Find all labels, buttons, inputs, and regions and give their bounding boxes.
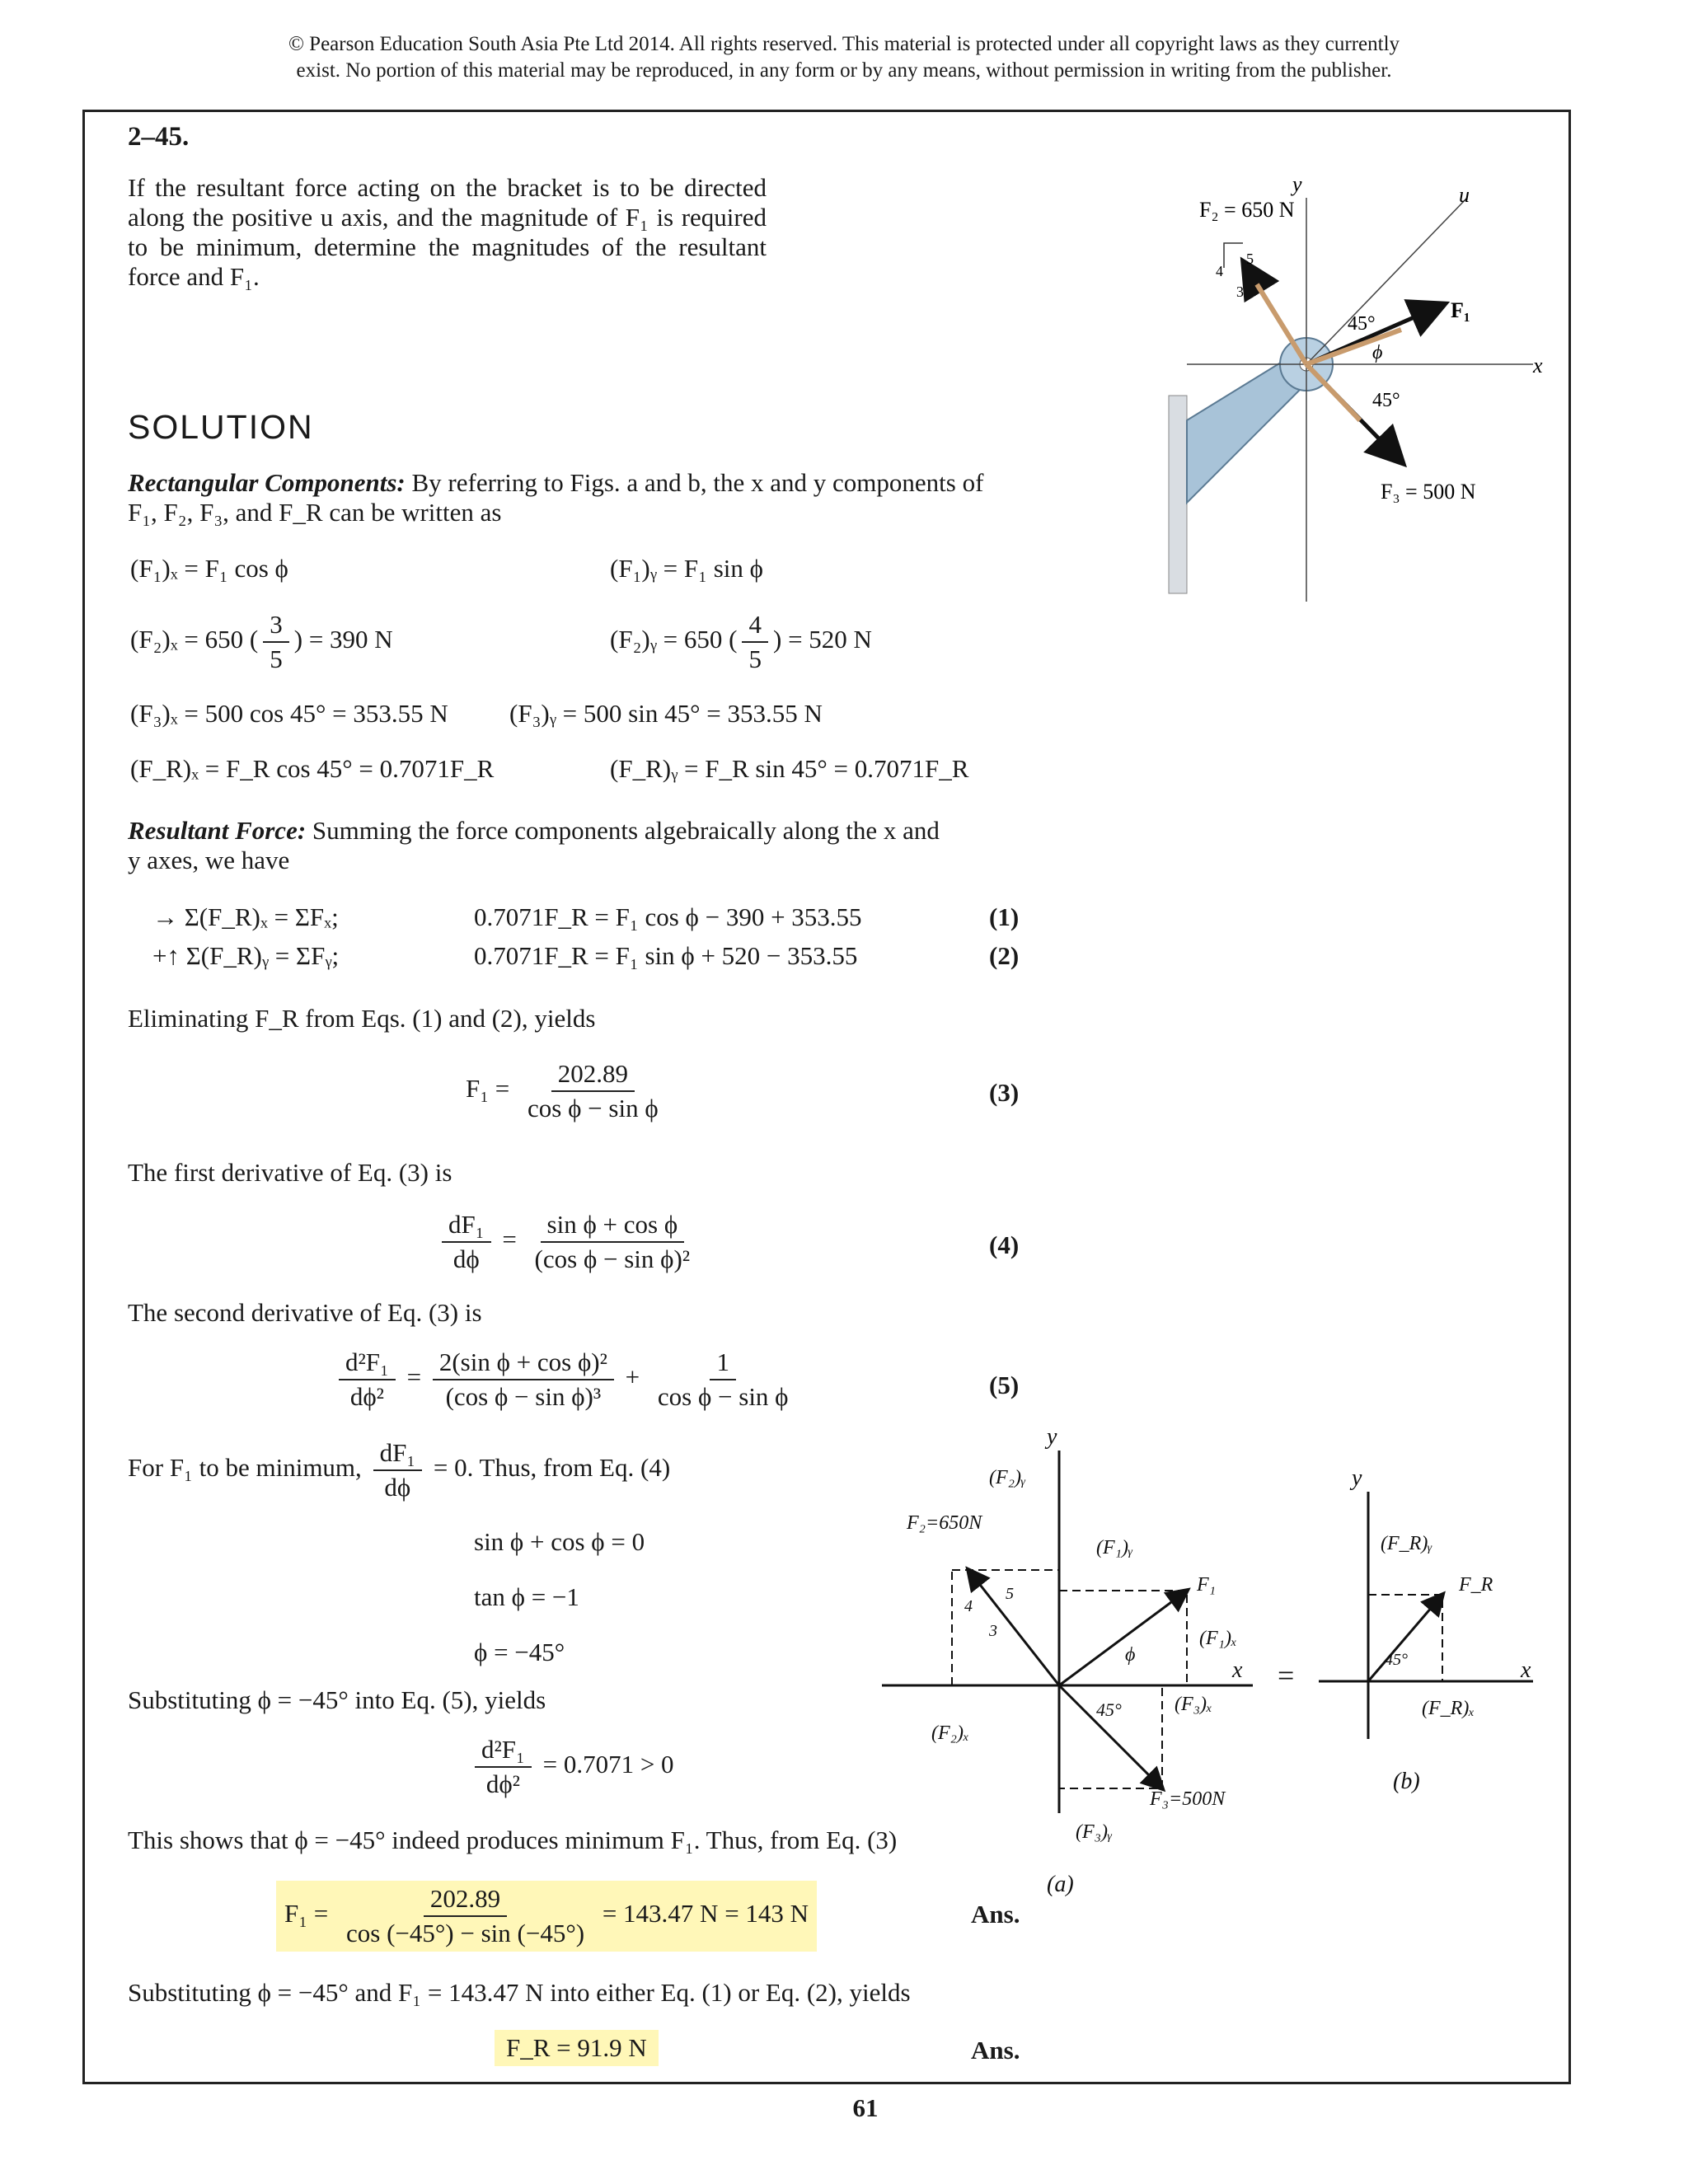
resultant-text-1: Summing the force components algebraically along the x and [306,816,940,845]
rect-components-paragraph [128,468,1026,527]
eq-f2x-lhs: (F₂)ₓ = 650 [130,625,244,654]
copyright-notice [0,31,1688,84]
eq-tag-4: (4) [989,1230,1020,1259]
sketch-tri-5: 5 [1006,1585,1014,1603]
second-derivative-text: The second derivative of Eq. (3) is [128,1298,482,1327]
final-fr: F_R = 91.9 N [495,2030,659,2066]
sketch-f3y-label: (F₃)ᵧ [1076,1821,1113,1843]
tri-3: 3 [1236,284,1244,300]
final-rhs: = 143.47 N = 143 N [602,1899,809,1929]
eq4: $\frac{\text{dF₁}}{d\phi}$ = $\frac{\text{sin ϕ + cos ϕ}}{\text{(cos ϕ − sin ϕ)²}}$ [437,1210,701,1274]
step-1: sin ϕ + cos ϕ = 0 [474,1527,645,1556]
sum-y-label: +↑ Σ(F_R)ᵧ = ΣFᵧ; [152,941,340,970]
eq-tag-5: (5) [989,1371,1020,1399]
sketch-f3x-label: (F₃)ₓ [1175,1694,1212,1715]
resultant-text-2: y axes, we have [128,846,290,874]
eq-f3x: (F₃)ₓ = 500 cos 45° = 353.55 N [130,699,448,728]
sum-x-label: → Σ(F_R)ₓ = ΣFₓ; [152,902,339,931]
sketch-b-y-label: y [1352,1465,1362,1491]
resultant-paragraph [128,816,1026,875]
x-axis-label: x [1533,354,1543,377]
u-axis-line [1306,198,1467,364]
eq4-num: sin ϕ + cos ϕ [541,1210,685,1243]
step-3: ϕ = −45° [474,1638,565,1666]
sketch-f2-label: F₂=650N [907,1512,982,1534]
sketch-f1x-label: (F₁)ₓ [1199,1628,1237,1649]
sketch-f2y-label: (F₂)ᵧ [989,1467,1026,1488]
eq3 [466,1059,670,1123]
eq-fry: (F_R)ᵧ = F_R sin 45° = 0.7071F_R [610,754,969,783]
eq3-lhs: F₁ = [466,1074,510,1104]
first-derivative-text: The first derivative of Eq. (3) is [128,1158,452,1187]
sketch-a-x-label: x [1232,1657,1243,1683]
eq5-term1-den: (cos ϕ − sin ϕ)³ [445,1382,602,1411]
substitution-text: Substituting ϕ = −45° into Eq. (5), yields [128,1685,546,1714]
solution-heading: SOLUTION [128,408,314,446]
sketch-fr-label: F_R [1459,1574,1493,1596]
sketch-f1-label: F₁ [1197,1574,1217,1596]
resultant-title: Resultant Force: [128,816,307,845]
sketch-b-x-label: x [1521,1657,1531,1683]
eq-f2x-num: 3 [263,610,289,643]
eq-f1y: (F₁)ᵧ = F₁ sin ϕ [610,554,763,583]
eq6-num: d²F₁ [475,1735,532,1768]
sketch-frx-label: (F_R)ₓ [1422,1698,1475,1719]
f2-label: F₂ = 650 N [1199,198,1295,222]
sketch-equals: = [1278,1659,1295,1692]
minimum-text-a: For F₁ to be minimum, [128,1453,362,1483]
eq3-num: 202.89 [551,1059,635,1092]
sketch-fry-label: (F_R)ᵧ [1381,1533,1432,1554]
eq-tag-3: (3) [989,1078,1020,1107]
eq-f2y: (F₂)ᵧ = 650 ( $\frac{4}{5}$ ) = 520 N [610,610,872,673]
eq3-den: cos ϕ − sin ϕ [528,1094,659,1122]
sketch-phi-label: ϕ [1125,1644,1136,1666]
page-number: 61 [852,2093,879,2122]
final-lhs: F₁ = [284,1899,329,1929]
problem-statement: If the resultant force acting on the bracket is to be directed along the positive u axis, and the magnitude of F₁ is required to be minimum, determine the magnitudes of the resultant force and F₁. [128,173,767,291]
sketch-tri-3: 3 [989,1622,997,1640]
bracket-figure [1154,173,1550,610]
eq-f1x: (F₁)ₓ = F₁ cos ϕ [130,554,288,583]
tri-4: 4 [1216,263,1223,279]
sketch-fig-a: (a) [1047,1872,1074,1897]
rect-components-text-1: By referring to Figs. a and b, the x and y components of [405,468,984,497]
eq5-lhs-den: dϕ² [349,1382,384,1411]
copyright-line-1: © Pearson Education South Asia Pte Ltd 2014. All rights reserved. This material is protected under all copyright laws as they currently [288,33,1400,55]
eq-f2y-lhs: (F₂)ᵧ = 650 [610,625,723,654]
final-f1-equation [276,1881,817,1952]
substitution-2-text: Substituting ϕ = −45° and F₁ = 143.47 N into either Eq. (1) or Eq. (2), yields [128,1978,911,2007]
eq6-rhs: = 0.7071 > 0 [542,1750,674,1779]
eq-f2x: (F₂)ₓ = 650 ( $\frac{3}{5}$ ) = 390 N [130,610,393,673]
sketch-f2x-label: (F₂)ₓ [931,1722,969,1744]
eliminating-text: Eliminating F_R from Eqs. (1) and (2), yields [128,1004,596,1033]
sketch-b-45-label: 45° [1385,1651,1408,1669]
eq4-lhs-den: dϕ [452,1244,480,1273]
f1-label: F₁ [1451,298,1470,322]
eq-f2y-num: 4 [742,610,768,643]
answer-label-2: Ans. [971,2036,1020,2064]
angle-45-upper: 45° [1348,313,1376,335]
sketch-f1-arrow [1059,1591,1187,1685]
shows-text: This shows that ϕ = −45° indeed produces minimum F₁. Thus, from Eq. (3) [128,1825,898,1854]
final-den: cos (−45°) − sin (−45°) [346,1919,585,1947]
f3-label: F₃ = 500 N [1381,480,1476,504]
sketch-figures [874,1426,1566,1929]
rect-components-title: Rectangular Components: [128,468,406,497]
eq-f2x-den: 5 [270,644,283,673]
minimum-den: dϕ [384,1473,411,1502]
eq-f2y-rhs: = 520 N [788,625,872,654]
eq5: $\frac{\text{d²F₁}}{\text{dϕ²}}$ = $\frac{\text{2(sin ϕ + cos ϕ)²}}{\text{(cos ϕ − sin ϕ)³}}$ + $\frac{1}{\text{cos ϕ − sin ϕ}}$ [334,1347,800,1412]
sum-y-equation: 0.7071F_R = F₁ sin ϕ + 520 − 353.55 [474,941,858,970]
sketch-fig-b: (b) [1393,1769,1420,1794]
minimum-condition [128,1438,670,1502]
eq6 [470,1735,674,1799]
eq-tag-2: (2) [989,941,1020,970]
eq5-term2-num: 1 [710,1347,736,1380]
eq-tag-1: (1) [989,902,1020,931]
tri-5: 5 [1246,251,1254,267]
sketch-45-label: 45° [1096,1699,1122,1720]
sum-x-equation: 0.7071F_R = F₁ cos ϕ − 390 + 353.55 [474,902,862,931]
eq5-term2-den: cos ϕ − sin ϕ [657,1382,789,1411]
slope-triangle [1224,243,1243,268]
step-2: tan ϕ = −1 [474,1582,579,1611]
eq4-den: (cos ϕ − sin ϕ)² [534,1244,691,1273]
eq-f2x-rhs: = 390 N [308,625,393,654]
rect-components-text-2: F₁, F₂, F₃, and F_R can be written as [128,498,502,527]
wall-plate [1169,396,1187,593]
sketch-f1y-label: (F₁)ᵧ [1096,1537,1133,1558]
answer-label-1: Ans. [971,1900,1020,1929]
copyright-line-2: exist. No portion of this material may be reproduced, in any form or by any means, without permission in writing from the publisher. [296,59,1392,82]
sketch-f3-label: F₃=500N [1150,1788,1226,1810]
eq5-term1-num: 2(sin ϕ + cos ϕ)² [433,1347,614,1380]
problem-number: 2–45. [128,122,190,152]
final-num: 202.89 [424,1884,507,1917]
sketch-a-y-label: y [1047,1426,1057,1450]
y-axis-label: y [1292,173,1302,196]
minimum-text-b: = 0. Thus, from Eq. (4) [433,1453,671,1483]
eq-f2y-den: 5 [748,644,762,673]
u-axis-label: u [1459,183,1470,207]
eq5-lhs-num: d²F₁ [339,1347,396,1380]
phi-label: ϕ [1372,342,1383,363]
eq6-den: dϕ² [485,1769,520,1798]
sketch-tri-4: 4 [964,1597,973,1615]
minimum-num: dF₁ [373,1438,423,1471]
angle-45-lower: 45° [1372,390,1400,411]
eq4-lhs-num: dF₁ [442,1210,491,1243]
eq-frx: (F_R)ₓ = F_R cos 45° = 0.7071F_R [130,754,495,783]
eq-f3y: (F₃)ᵧ = 500 sin 45° = 353.55 N [509,699,823,728]
sketch-f2-arrow [968,1570,1059,1685]
